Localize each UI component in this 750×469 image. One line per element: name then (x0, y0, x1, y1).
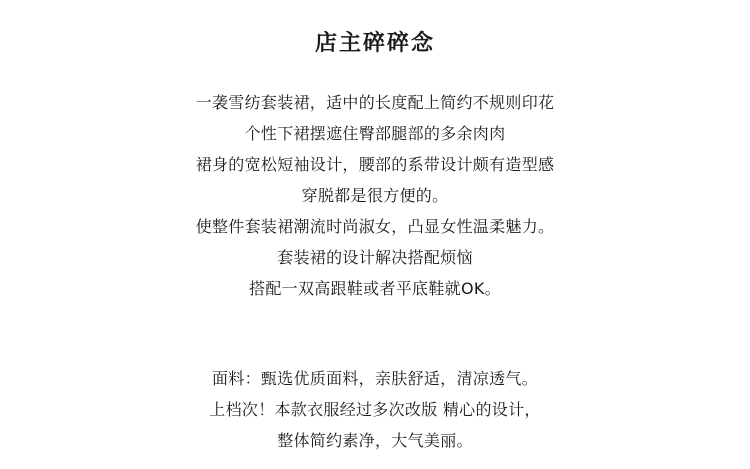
description-line: 穿脱都是很方便的。 (301, 186, 449, 205)
description-line: 搭配一双高跟鞋或者平底鞋就OK。 (249, 279, 501, 298)
description-line: 裙身的宽松短袖设计，腰部的系带设计颇有造型感 (195, 155, 555, 174)
fabric-line: 上档次！本款衣服经过多次改版 精心的设计， (209, 400, 541, 419)
section-title: 店主碎碎念 (314, 30, 435, 56)
description-block (0, 88, 750, 305)
description-line: 套装裙的设计解决搭配烦恼 (277, 248, 473, 267)
description-line: 使整件套装裙潮流时尚淑女，凸显女性温柔魅力。 (195, 217, 555, 236)
fabric-line: 整体简约素净，大气美丽。 (277, 431, 473, 450)
description-line: 一袭雪纺套装裙，适中的长度配上简约不规则印花 (195, 93, 555, 112)
fabric-line: 面料：甄选优质面料，亲肤舒适，清凉透气。 (211, 369, 538, 388)
description-line: 个性下裙摆遮住臀部腿部的多余肉肉 (244, 124, 506, 143)
fabric-block (0, 364, 750, 457)
